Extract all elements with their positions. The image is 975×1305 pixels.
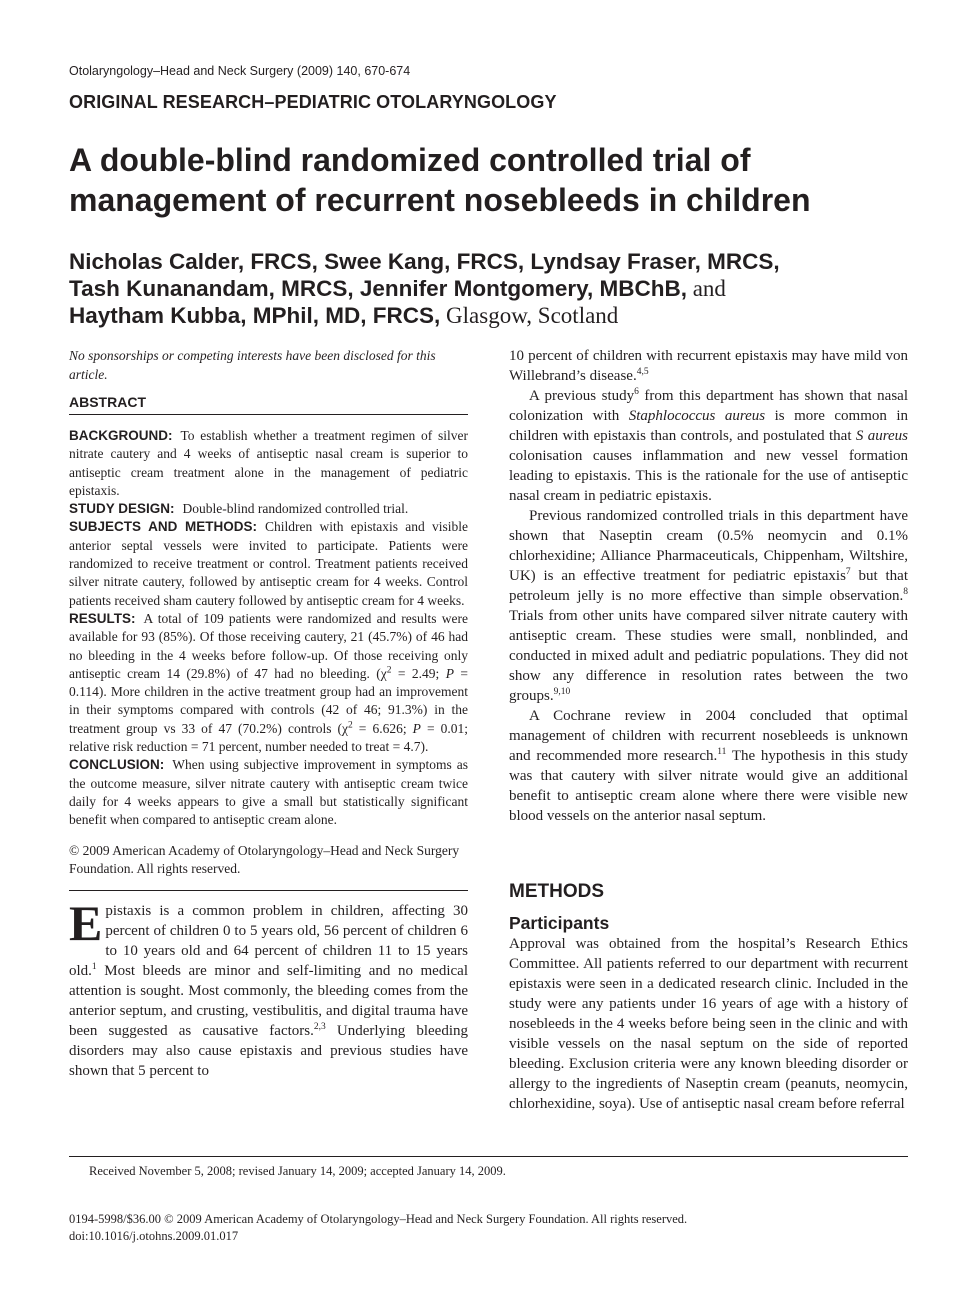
species-name: Staphlococcus aureus (628, 408, 766, 424)
body-text: A previous study (529, 388, 635, 404)
abstract-conclusion (69, 756, 468, 829)
abstract-label: SUBJECTS AND METHODS: (69, 519, 258, 535)
abstract-label: BACKGROUND: (69, 428, 173, 443)
author-location: Glasgow, Scotland (440, 303, 619, 328)
citation-ref: 7 (845, 567, 851, 577)
abstract-label: RESULTS: (69, 610, 136, 626)
body-text: is more common in children with epistaxis than controls, and postulated that (509, 408, 908, 444)
right-column (509, 346, 908, 1114)
participants-heading: Participants (509, 913, 610, 933)
methods-heading: METHODS (509, 881, 604, 902)
drop-cap: E (69, 895, 103, 952)
citation-ref: 2,3 (313, 1022, 326, 1033)
abstract-results (69, 610, 468, 756)
issn-line: 0194-5998/$36.00 © 2009 American Academy of Otolaryngology–Head and Neck Surgery Foundation. All rights reserved. (69, 1212, 688, 1226)
body-text: A Cochrane review in 2004 concluded that optimal management of children with recurrent nosebleeds is unknown and recommended more research. (509, 708, 908, 764)
abstract-text: When using subjective improvement in symptoms as the outcome measure, silver nitrate cautery with antiseptic cream twice daily for 4 weeks appears to give a small but statistically significant benefit when compared to antiseptic cream alone. (69, 757, 468, 828)
journal-citation: Otolaryngology–Head and Neck Surgery (2009) 140, 670-674 (69, 64, 411, 78)
body-text: Most bleeds are minor and self-limiting and no medical attention is sought. Most commonly, the bleeding comes from the anterior septum, and crusting, vestibulitis, and digital trauma have been suggested as causative factors. (69, 963, 468, 1040)
authors-line-3: Haytham Kubba, MPhil, MD, FRCS, (69, 303, 441, 328)
abstract-text: A total of 109 patients were randomized and results were available for 93 (85%). Of those receiving cautery, 21 (45.7%) of 46 had no bleeding in the 4 weeks before follow-up. Of those receiving only antiseptic cream 14 (29.8%) of 47 had no bleeding. (χ (69, 610, 468, 681)
italic-p: P (412, 720, 421, 736)
abstract-text: To establish whether a treatment regimen of silver nitrate cautery and 4 weeks of antiseptic nasal cream is superior to antiseptic cream treatment alone in the management of pediatric epistaxis. (69, 428, 468, 498)
article-title: A double-blind randomized controlled trial of management of recurrent nosebleeds in children (69, 142, 811, 218)
citation-ref: 11 (717, 747, 727, 757)
body-text: Trials from other units have compared silver nitrate cautery with antiseptic cream. These studies were small, nonblinded, and conducted in mixed adult and pediatric populations. They did not show any difference in resolution rates between the two groups. (509, 608, 908, 704)
body-text: from this department has shown that nasal colonization with (509, 388, 908, 424)
publication-info (69, 1211, 687, 1245)
abstract-body (69, 427, 468, 830)
methods-paragraph: Approval was obtained from the hospital’s Research Ethics Committee. All patients referred to our department with recurrent epistaxis were seen in a dedicated research clinic. Included in the study were any patients under 16 years of age with a history of nosebleeds in the 4 weeks before being seen in the clinic and with visible vessels on the nasal septum on the side of reported bleeding. Exclusion criteria were any known bleeding disorder or allergy to the ingredients of Naseptin cream (peanuts, neomycin, chlorhexidine, soya). Use of antiseptic nasal cream before referral (509, 936, 908, 1112)
body-text: The hypothesis in this study was that cautery with silver nitrate would give an additional benefit to antiseptic cream alone where there were visible new blood vessels on the anterior nasal septum. (509, 748, 908, 824)
species-name: S aureus (855, 428, 908, 444)
superscript: 2 (386, 665, 392, 676)
left-column (69, 346, 468, 1081)
abstract-text: Double-blind randomized controlled trial. (182, 501, 409, 517)
abstract-text: Children with epistaxis and visible anterior septal vessels were invited to participate. Patients were randomized to receive treatment or control. Treatment patients received silver nitrate cautery, followed by antiseptic cream for 4 weeks. Control patients received sham cautery followed by antiseptic cream for 4 weeks. (69, 519, 468, 608)
abstract-heading: ABSTRACT (69, 394, 468, 415)
body-text: but that petroleum jelly is no more effective than simple observation. (509, 568, 908, 604)
author-list (69, 248, 929, 329)
italic-p: P (445, 665, 454, 681)
citation-ref: 6 (634, 387, 639, 397)
citation-ref: 9,10 (553, 687, 571, 697)
abstract-label: CONCLUSION: (69, 757, 165, 773)
intro-paragraph-1 (69, 895, 468, 1081)
authors-and: and (686, 276, 726, 301)
abstract-text: = 0.114). More children in the active treatment group had an improvement in their symptoms compared with controls (42 of 46; 91.3%) in the treatment group vs 33 of 47 (70.2%) controls (χ (69, 665, 468, 736)
abstract-label: STUDY DESIGN: (69, 501, 175, 517)
abstract-background (69, 427, 468, 500)
citation-ref: 8 (903, 587, 908, 597)
citation-ref: 4,5 (636, 367, 649, 377)
abstract-copyright: © 2009 American Academy of Otolaryngology–Head and Neck Surgery Foundation. All rights reserved. (69, 842, 468, 892)
body-text: Previous randomized controlled trials in this department have shown that Naseptin cream (0.5% neomycin and 0.1% chlorhexidine; Alliance Pharmaceuticals, Chippenham, Wiltshire, UK) is an effective treatment for pediatric epistaxis (509, 508, 908, 584)
authors-line-2: Tash Kunanandam, MRCS, Jennifer Montgomery, MBChB, (69, 276, 687, 301)
abstract-subjects (69, 518, 468, 609)
intro-paragraph-3 (509, 506, 908, 706)
abstract-text: = 0.01; relative risk reduction = 71 percent, number needed to treat = 4.7). (69, 720, 468, 755)
body-text: 10 percent of children with recurrent epistaxis may have mild von Willebrand’s disease. (509, 348, 908, 384)
intro-paragraph-1-cont (509, 346, 908, 386)
citation-ref: 1 (91, 962, 97, 973)
abstract-design (69, 500, 468, 518)
body-text: colonisation causes inflammation and new vessel formation leading to epistaxis. This is the rationale for the use of antiseptic nasal cream in pediatric epistaxis. (509, 448, 908, 504)
abstract-text: = 6.626; (352, 720, 413, 736)
superscript: 2 (347, 720, 353, 731)
intro-paragraph-2 (509, 386, 908, 506)
received-dates: Received November 5, 2008; revised January 14, 2009; accepted January 14, 2009. (89, 1164, 506, 1178)
abstract-text: = 2.49; (391, 665, 446, 681)
body-text: pistaxis is a common problem in children, affecting 30 percent of children 0 to 5 years old, 56 percent of children 6 to 10 years old and 64 percent of children 11 to 15 years old. (69, 903, 468, 980)
authors-line-1: Nicholas Calder, FRCS, Swee Kang, FRCS, Lyndsay Fraser, MRCS, (69, 249, 780, 274)
disclosure-note: No sponsorships or competing interests have been disclosed for this article. (69, 348, 436, 382)
doi-link[interactable]: doi:10.1016/j.otohns.2009.01.017 (69, 1229, 239, 1243)
intro-paragraph-4 (509, 706, 908, 826)
body-text: Underlying bleeding disorders may also cause epistaxis and previous studies have shown that 5 percent to (69, 1023, 468, 1080)
footer-divider (69, 1156, 908, 1157)
section-label: ORIGINAL RESEARCH–PEDIATRIC OTOLARYNGOLOGY (69, 92, 557, 112)
